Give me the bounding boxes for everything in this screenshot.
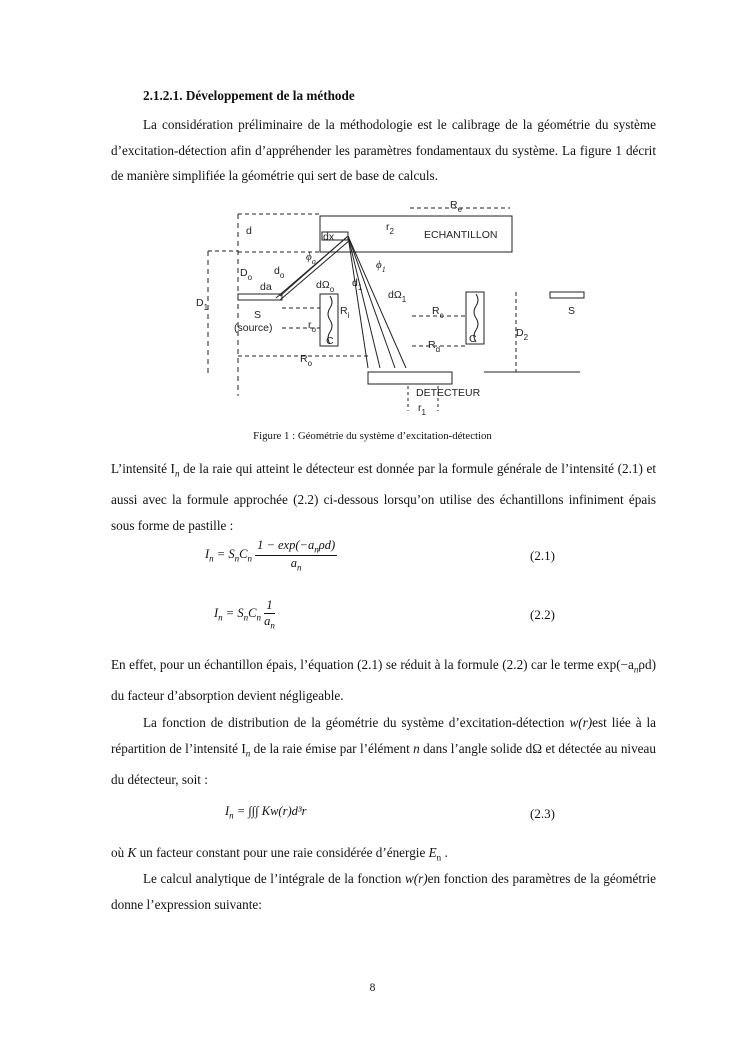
- label-d1: $d_1$: [352, 277, 363, 292]
- page-number: 8: [369, 982, 376, 994]
- label-re: $R_e$: [450, 199, 463, 214]
- paragraph-constant: où K un facteur constant pour une raie considérée d’énergie $E_n$ .: [111, 845, 448, 863]
- right-source-plate: [550, 292, 584, 298]
- figure-geometry: [180, 196, 600, 421]
- equation-2-3: $I_n$ = ∫∫∫ Kw(r)d³r⃗: [225, 804, 317, 821]
- label-r1: $r_1$: [418, 402, 426, 417]
- label-C-right: C: [469, 333, 477, 345]
- label-dOmega0: $d\Omega_o$: [316, 279, 335, 294]
- source-plate: [238, 294, 282, 300]
- label-d0: $d_o$: [274, 265, 285, 280]
- label-s-left: S: [254, 309, 262, 321]
- label-s-right: S: [568, 305, 576, 317]
- paragraph-intro: La considération préliminaire de la méthodologie est le calibrage de la géométrie du système d’excitation-détection afin d’appréhender les paramètres fondamentaux du système. La figure 1 décrit de manière simplifiée la géométrie qui sert de base de calculs.: [111, 117, 656, 183]
- label-d: d: [246, 225, 252, 237]
- label-dOmega1: $d\Omega_1$: [388, 289, 407, 304]
- equation-2-2: $I_n = S_nC_n$ $\frac{1}{a_n}$: [214, 598, 275, 631]
- label-D2: $D_2$: [516, 327, 529, 342]
- label-D1: $D_1$: [196, 297, 209, 312]
- label-source: (source): [234, 322, 273, 334]
- label-Rd: $R_d$: [428, 339, 441, 354]
- label-r0: $r_o$: [308, 319, 316, 334]
- label-C-left: C: [326, 335, 334, 347]
- label-detecteur: DETECTEUR: [416, 387, 481, 399]
- equation-number-2-1: (2.1): [530, 548, 555, 563]
- label-Ri: $R_i$: [340, 305, 350, 320]
- paragraph-thick-sample: En effet, pour un échantillon épais, l’équation (2.1) se réduit à la formule (2.2) car le terme $\exp(-a_n\rho d)$ du facteur d’absorption devient négligeable.: [111, 657, 656, 704]
- equation-number-2-3: (2.3): [530, 806, 555, 821]
- label-R0: $R_o$: [300, 353, 313, 368]
- label-phi1: $\phi_1$: [376, 259, 386, 274]
- label-dx: dx: [323, 231, 335, 243]
- label-echantillon: ECHANTILLON: [424, 229, 498, 241]
- paragraph-intensity: L’intensité $I_n$ de la raie qui atteint le détecteur est donnée par la formule générale de l’intensité (2.1) et aussi avec la formule approchée (2.2) ci-dessous lorsqu’on utilise des échantillons infiniment épais sous forme de pastille :: [111, 461, 657, 533]
- section-heading: 2.1.2.1. Développement de la méthode: [143, 88, 355, 103]
- equation-2-1: $I_n = S_nC_n$ $\frac{1 - \exp(-a_n\rho d)}{a_n}$: [205, 538, 336, 572]
- label-D0: $D_o$: [240, 267, 253, 282]
- detector-box: [368, 372, 452, 384]
- paragraph-distribution: La fonction de distribution de la géométrie du système d’excitation-détection w(r)est liée à la répartition de l’intensité $I_n$ de la raie émise par l’élément n dans l’angle solide dΩ et détectée au niveau du détecteur, soit :: [111, 715, 657, 787]
- label-Rc: $R_c$: [432, 305, 444, 320]
- label-phi0: $\phi_o$: [306, 251, 316, 266]
- equation-number-2-2: (2.2): [530, 607, 555, 622]
- geometry-diagram: [180, 196, 600, 421]
- figure-caption: Figure 1 : Géométrie du système d’excitation-détection: [253, 430, 492, 442]
- label-da: da: [260, 281, 272, 293]
- label-r2: $r_2$: [386, 221, 394, 236]
- paragraph-analytic: Le calcul analytique de l’intégrale de la fonction w(r)en fonction des paramètres de la géométrie donne l’expression suivante:: [111, 871, 656, 912]
